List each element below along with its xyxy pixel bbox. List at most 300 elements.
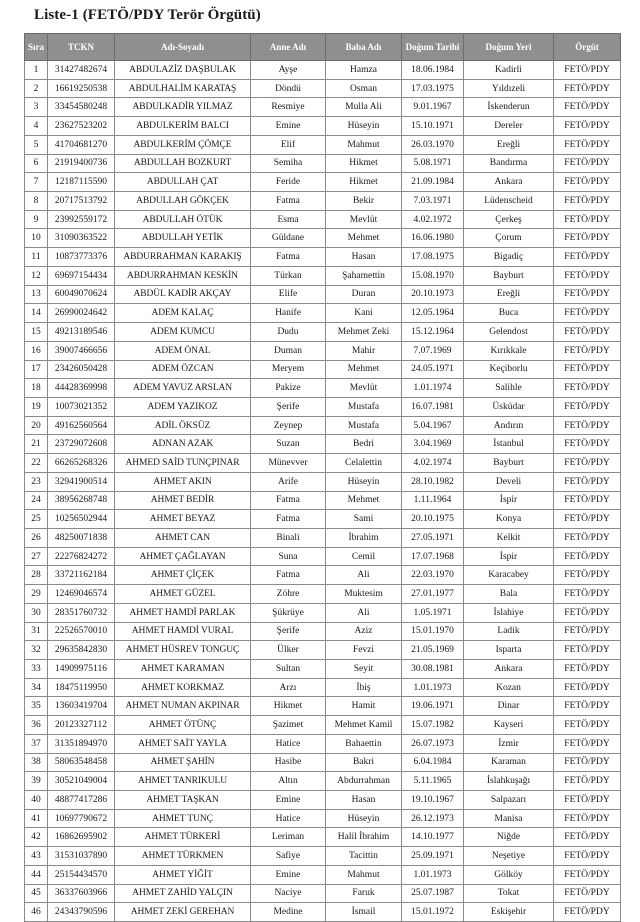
cell-birth-date: 1.01.1973 — [402, 865, 464, 884]
cell-sira: 9 — [25, 210, 48, 229]
header-name: Adı-Soyadı — [115, 34, 251, 61]
cell-tckn: 10873773376 — [48, 248, 115, 267]
cell-sira: 19 — [25, 397, 48, 416]
cell-birth-date: 14.10.1977 — [402, 828, 464, 847]
cell-sira: 32 — [25, 641, 48, 660]
cell-mother-name: Naciye — [251, 884, 326, 903]
cell-organization: FETÖ/PDY — [554, 304, 621, 323]
cell-sira: 15 — [25, 323, 48, 342]
cell-organization: FETÖ/PDY — [554, 192, 621, 211]
cell-tckn: 49213189546 — [48, 323, 115, 342]
table-row — [25, 884, 621, 903]
table-row — [25, 566, 621, 585]
cell-sira: 8 — [25, 192, 48, 211]
cell-birth-place: Ladik — [464, 622, 554, 641]
cell-name: AHMED SAİD TUNÇPINAR — [115, 454, 251, 473]
table-row — [25, 585, 621, 604]
cell-organization: FETÖ/PDY — [554, 828, 621, 847]
cell-father-name: Aziz — [326, 622, 402, 641]
cell-birth-date: 16.06.1980 — [402, 229, 464, 248]
cell-birth-date: 3.04.1969 — [402, 435, 464, 454]
cell-organization: FETÖ/PDY — [554, 266, 621, 285]
cell-birth-date: 15.07.1982 — [402, 716, 464, 735]
cell-organization: FETÖ/PDY — [554, 697, 621, 716]
cell-sira: 33 — [25, 660, 48, 679]
cell-tckn: 31351894970 — [48, 734, 115, 753]
cell-name: ADEM YAVUZ ARSLAN — [115, 379, 251, 398]
cell-mother-name: Duman — [251, 341, 326, 360]
cell-organization: FETÖ/PDY — [554, 379, 621, 398]
cell-tckn: 58063548458 — [48, 753, 115, 772]
cell-father-name: Mulla Ali — [326, 98, 402, 117]
table-row — [25, 791, 621, 810]
cell-father-name: Mehmet — [326, 360, 402, 379]
cell-name: AHMET ÇAĞLAYAN — [115, 547, 251, 566]
cell-birth-date: 12.05.1964 — [402, 304, 464, 323]
table-row — [25, 360, 621, 379]
cell-name: AHMET TAŞKAN — [115, 791, 251, 810]
cell-father-name: Hüseyin — [326, 809, 402, 828]
cell-organization: FETÖ/PDY — [554, 79, 621, 98]
cell-birth-place: Tokat — [464, 884, 554, 903]
cell-organization: FETÖ/PDY — [554, 248, 621, 267]
table-row — [25, 379, 621, 398]
cell-mother-name: Münevver — [251, 454, 326, 473]
cell-tckn: 22276824272 — [48, 547, 115, 566]
cell-mother-name: Emine — [251, 865, 326, 884]
cell-name: ABDULLAH ÇAT — [115, 173, 251, 192]
cell-birth-date: 26.03.1970 — [402, 135, 464, 154]
cell-sira: 20 — [25, 416, 48, 435]
cell-name: ABDURRAHMAN KESKİN — [115, 266, 251, 285]
cell-mother-name: Türkan — [251, 266, 326, 285]
cell-mother-name: Şerife — [251, 622, 326, 641]
cell-father-name: Hasan — [326, 791, 402, 810]
cell-birth-place: Karacabey — [464, 566, 554, 585]
table-row — [25, 98, 621, 117]
cell-tckn: 21919400736 — [48, 154, 115, 173]
table-row — [25, 734, 621, 753]
table-row — [25, 847, 621, 866]
cell-name: AHMET ÇİÇEK — [115, 566, 251, 585]
cell-mother-name: Ayşe — [251, 61, 326, 80]
cell-name: ABDÜL KADİR AKÇAY — [115, 285, 251, 304]
cell-organization: FETÖ/PDY — [554, 416, 621, 435]
cell-sira: 4 — [25, 117, 48, 136]
cell-mother-name: Fatma — [251, 192, 326, 211]
cell-father-name: Mustafa — [326, 416, 402, 435]
cell-tckn: 12469046574 — [48, 585, 115, 604]
cell-father-name: Duran — [326, 285, 402, 304]
cell-birth-place: Neşetiye — [464, 847, 554, 866]
cell-organization: FETÖ/PDY — [554, 491, 621, 510]
cell-name: AHMET TÜRKMEN — [115, 847, 251, 866]
cell-organization: FETÖ/PDY — [554, 716, 621, 735]
cell-birth-date: 27.01.1977 — [402, 585, 464, 604]
cell-birth-place: Kozan — [464, 678, 554, 697]
cell-birth-date: 18.06.1984 — [402, 61, 464, 80]
cell-name: AHMET BEDİR — [115, 491, 251, 510]
cell-father-name: İbiş — [326, 678, 402, 697]
cell-organization: FETÖ/PDY — [554, 472, 621, 491]
cell-father-name: Ali — [326, 566, 402, 585]
cell-sira: 40 — [25, 791, 48, 810]
cell-birth-place: İstanbul — [464, 435, 554, 454]
table-row — [25, 622, 621, 641]
cell-name: ABDULKERİM BALCI — [115, 117, 251, 136]
cell-name: AHMET SAİT YAYLA — [115, 734, 251, 753]
cell-birth-date: 25.09.1971 — [402, 847, 464, 866]
cell-organization: FETÖ/PDY — [554, 791, 621, 810]
cell-name: ADEM ÖNAL — [115, 341, 251, 360]
cell-sira: 18 — [25, 379, 48, 398]
cell-mother-name: Emine — [251, 791, 326, 810]
cell-sira: 24 — [25, 491, 48, 510]
cell-tckn: 48877417286 — [48, 791, 115, 810]
cell-tckn: 16862695902 — [48, 828, 115, 847]
cell-father-name: İsmail — [326, 903, 402, 922]
cell-birth-date: 20.10.1973 — [402, 285, 464, 304]
cell-tckn: 38956268748 — [48, 491, 115, 510]
cell-tckn: 31427482674 — [48, 61, 115, 80]
cell-father-name: Şahamettin — [326, 266, 402, 285]
cell-birth-date: 7.03.1971 — [402, 192, 464, 211]
cell-birth-date: 9.01.1967 — [402, 98, 464, 117]
cell-birth-place: Dereler — [464, 117, 554, 136]
header-birth-date: Doğum Tarihi — [402, 34, 464, 61]
cell-birth-date: 26.07.1973 — [402, 734, 464, 753]
cell-name: ABDURRAHMAN KARAKIŞ — [115, 248, 251, 267]
cell-name: ABDULHALİM KARATAŞ — [115, 79, 251, 98]
cell-birth-date: 21.09.1984 — [402, 173, 464, 192]
cell-father-name: Tacittin — [326, 847, 402, 866]
cell-birth-date: 1.01.1974 — [402, 379, 464, 398]
cell-father-name: Halil İbrahim — [326, 828, 402, 847]
cell-birth-place: Bala — [464, 585, 554, 604]
cell-tckn: 23627523202 — [48, 117, 115, 136]
cell-name: AHMET HAMDİ PARLAK — [115, 603, 251, 622]
cell-organization: FETÖ/PDY — [554, 622, 621, 641]
table-row — [25, 117, 621, 136]
cell-tckn: 18475119950 — [48, 678, 115, 697]
cell-sira: 35 — [25, 697, 48, 716]
cell-birth-place: İslahiye — [464, 603, 554, 622]
cell-birth-date: 4.02.1972 — [402, 210, 464, 229]
cell-sira: 34 — [25, 678, 48, 697]
cell-mother-name: Dudu — [251, 323, 326, 342]
cell-tckn: 20123327112 — [48, 716, 115, 735]
cell-birth-place: Ereğli — [464, 285, 554, 304]
cell-tckn: 10697790672 — [48, 809, 115, 828]
cell-name: AHMET KORKMAZ — [115, 678, 251, 697]
cell-birth-date: 4.02.1974 — [402, 454, 464, 473]
cell-tckn: 33454580248 — [48, 98, 115, 117]
cell-organization: FETÖ/PDY — [554, 229, 621, 248]
cell-birth-place: İspir — [464, 491, 554, 510]
table-row — [25, 416, 621, 435]
cell-sira: 46 — [25, 903, 48, 922]
cell-birth-place: Keçiborlu — [464, 360, 554, 379]
cell-name: ABDULLAH YETİK — [115, 229, 251, 248]
cell-father-name: Hasan — [326, 248, 402, 267]
cell-name: ABDULLAH BOZKURT — [115, 154, 251, 173]
cell-birth-place: Ankara — [464, 173, 554, 192]
cell-birth-place: Karaman — [464, 753, 554, 772]
cell-birth-place: Kırıkkale — [464, 341, 554, 360]
cell-sira: 28 — [25, 566, 48, 585]
table-row — [25, 454, 621, 473]
cell-tckn: 23729072608 — [48, 435, 115, 454]
cell-tckn: 24343790596 — [48, 903, 115, 922]
cell-birth-place: Ereğli — [464, 135, 554, 154]
cell-birth-date: 1.01.1973 — [402, 678, 464, 697]
cell-birth-date: 27.05.1971 — [402, 528, 464, 547]
table-row — [25, 660, 621, 679]
cell-mother-name: Leriman — [251, 828, 326, 847]
cell-father-name: Mehmet Zeki — [326, 323, 402, 342]
cell-birth-place: İspir — [464, 547, 554, 566]
cell-birth-place: Andırın — [464, 416, 554, 435]
cell-organization: FETÖ/PDY — [554, 528, 621, 547]
cell-father-name: Mehmet — [326, 229, 402, 248]
cell-name: AHMET TÜRKERİ — [115, 828, 251, 847]
cell-name: ABDULLAH ÖTÜK — [115, 210, 251, 229]
cell-sira: 45 — [25, 884, 48, 903]
cell-birth-date: 26.12.1973 — [402, 809, 464, 828]
table-row — [25, 697, 621, 716]
cell-name: AHMET KARAMAN — [115, 660, 251, 679]
table-row — [25, 547, 621, 566]
cell-birth-date: 6.04.1984 — [402, 753, 464, 772]
cell-birth-place: İslahkuşağı — [464, 772, 554, 791]
table-row — [25, 397, 621, 416]
cell-mother-name: Güldane — [251, 229, 326, 248]
cell-father-name: Mevlüt — [326, 210, 402, 229]
cell-organization: FETÖ/PDY — [554, 154, 621, 173]
cell-sira: 30 — [25, 603, 48, 622]
header-sira: Sıra — [25, 34, 48, 61]
cell-organization: FETÖ/PDY — [554, 454, 621, 473]
cell-birth-place: Çerkeş — [464, 210, 554, 229]
cell-organization: FETÖ/PDY — [554, 809, 621, 828]
table-row — [25, 809, 621, 828]
table-row — [25, 323, 621, 342]
table-row — [25, 641, 621, 660]
cell-father-name: Mustafa — [326, 397, 402, 416]
cell-tckn: 31090363522 — [48, 229, 115, 248]
cell-sira: 25 — [25, 510, 48, 529]
cell-birth-place: Salihle — [464, 379, 554, 398]
cell-mother-name: Zöhre — [251, 585, 326, 604]
cell-father-name: Mahmut — [326, 865, 402, 884]
cell-birth-date: 1.05.1971 — [402, 603, 464, 622]
cell-tckn: 10256502944 — [48, 510, 115, 529]
cell-mother-name: Feride — [251, 173, 326, 192]
cell-organization: FETÖ/PDY — [554, 734, 621, 753]
cell-mother-name: Hatice — [251, 734, 326, 753]
cell-birth-date: 24.05.1971 — [402, 360, 464, 379]
cell-birth-date: 20.10.1975 — [402, 510, 464, 529]
cell-birth-place: Gelendost — [464, 323, 554, 342]
cell-name: AHMET ÖTÜNÇ — [115, 716, 251, 735]
cell-mother-name: Zeynep — [251, 416, 326, 435]
table-row — [25, 603, 621, 622]
cell-name: AHMET TANRIKULU — [115, 772, 251, 791]
cell-name: AHMET HAMDİ VURAL — [115, 622, 251, 641]
cell-mother-name: Hikmet — [251, 697, 326, 716]
cell-organization: FETÖ/PDY — [554, 135, 621, 154]
cell-name: ADEM KUMCU — [115, 323, 251, 342]
cell-name: AHMET YİĞİT — [115, 865, 251, 884]
cell-tckn: 26990024642 — [48, 304, 115, 323]
cell-sira: 22 — [25, 454, 48, 473]
cell-organization: FETÖ/PDY — [554, 360, 621, 379]
cell-sira: 17 — [25, 360, 48, 379]
cell-sira: 31 — [25, 622, 48, 641]
cell-father-name: Mahir — [326, 341, 402, 360]
cell-birth-place: Gölköy — [464, 865, 554, 884]
cell-tckn: 10073021352 — [48, 397, 115, 416]
cell-birth-date: 15.01.1970 — [402, 622, 464, 641]
table-row — [25, 285, 621, 304]
cell-birth-date: 22.03.1970 — [402, 566, 464, 585]
cell-tckn: 39007466656 — [48, 341, 115, 360]
cell-mother-name: Arzı — [251, 678, 326, 697]
cell-name: AHMET CAN — [115, 528, 251, 547]
cell-name: ADNAN AZAK — [115, 435, 251, 454]
cell-tckn: 29635842830 — [48, 641, 115, 660]
cell-birth-place: Kayseri — [464, 716, 554, 735]
cell-birth-place: Manisa — [464, 809, 554, 828]
cell-sira: 39 — [25, 772, 48, 791]
cell-tckn: 23426050428 — [48, 360, 115, 379]
cell-mother-name: Medine — [251, 903, 326, 922]
cell-father-name: Fevzi — [326, 641, 402, 660]
cell-organization: FETÖ/PDY — [554, 173, 621, 192]
table-row — [25, 248, 621, 267]
cell-mother-name: Resmiye — [251, 98, 326, 117]
table-row — [25, 154, 621, 173]
table-row — [25, 510, 621, 529]
cell-name: AHMET TUNÇ — [115, 809, 251, 828]
cell-sira: 44 — [25, 865, 48, 884]
cell-sira: 21 — [25, 435, 48, 454]
cell-birth-date: 21.05.1969 — [402, 641, 464, 660]
table-row — [25, 528, 621, 547]
cell-name: AHMET HÜSREV TONGUÇ — [115, 641, 251, 660]
cell-father-name: Hikmet — [326, 173, 402, 192]
cell-name: AHMET AKIN — [115, 472, 251, 491]
cell-birth-place: Isparta — [464, 641, 554, 660]
header-mother-name: Anne Adı — [251, 34, 326, 61]
cell-name: AHMET GÜZEL — [115, 585, 251, 604]
cell-father-name: Sami — [326, 510, 402, 529]
cell-tckn: 32941900514 — [48, 472, 115, 491]
cell-name: AHMET ŞAHİN — [115, 753, 251, 772]
table-row — [25, 192, 621, 211]
cell-mother-name: Fatma — [251, 491, 326, 510]
cell-organization: FETÖ/PDY — [554, 98, 621, 117]
cell-sira: 14 — [25, 304, 48, 323]
cell-name: ABDULKERİM ÇÖMÇE — [115, 135, 251, 154]
cell-father-name: Mehmet — [326, 491, 402, 510]
cell-name: ADEM YAZIKOZ — [115, 397, 251, 416]
cell-birth-place: Konya — [464, 510, 554, 529]
cell-mother-name: Fatma — [251, 510, 326, 529]
cell-birth-place: İskenderun — [464, 98, 554, 117]
cell-mother-name: Meryem — [251, 360, 326, 379]
header-organization: Örgüt — [554, 34, 621, 61]
cell-organization: FETÖ/PDY — [554, 753, 621, 772]
cell-birth-date: 25.07.1987 — [402, 884, 464, 903]
cell-sira: 2 — [25, 79, 48, 98]
cell-birth-place: Eskişehir — [464, 903, 554, 922]
cell-sira: 11 — [25, 248, 48, 267]
table-row — [25, 304, 621, 323]
cell-tckn: 49162560564 — [48, 416, 115, 435]
cell-birth-place: Bigadiç — [464, 248, 554, 267]
cell-mother-name: Safiye — [251, 847, 326, 866]
cell-sira: 43 — [25, 847, 48, 866]
cell-birth-date: 1.11.1964 — [402, 491, 464, 510]
cell-tckn: 66265268326 — [48, 454, 115, 473]
cell-organization: FETÖ/PDY — [554, 61, 621, 80]
header-birth-place: Doğum Yeri — [464, 34, 554, 61]
cell-organization: FETÖ/PDY — [554, 397, 621, 416]
cell-birth-place: Yıldızeli — [464, 79, 554, 98]
cell-sira: 10 — [25, 229, 48, 248]
cell-sira: 26 — [25, 528, 48, 547]
cell-organization: FETÖ/PDY — [554, 660, 621, 679]
cell-sira: 42 — [25, 828, 48, 847]
cell-tckn: 60049070624 — [48, 285, 115, 304]
cell-father-name: Ali — [326, 603, 402, 622]
cell-father-name: Abdurrahman — [326, 772, 402, 791]
cell-father-name: İbrahim — [326, 528, 402, 547]
cell-mother-name: Şazimet — [251, 716, 326, 735]
cell-mother-name: Hanife — [251, 304, 326, 323]
cell-birth-place: Kadirli — [464, 61, 554, 80]
cell-organization: FETÖ/PDY — [554, 903, 621, 922]
cell-mother-name: Esma — [251, 210, 326, 229]
cell-mother-name: Elife — [251, 285, 326, 304]
cell-birth-place: İzmir — [464, 734, 554, 753]
cell-father-name: Muktesim — [326, 585, 402, 604]
cell-sira: 6 — [25, 154, 48, 173]
cell-mother-name: Suna — [251, 547, 326, 566]
cell-mother-name: Döndü — [251, 79, 326, 98]
cell-birth-place: Üsküdar — [464, 397, 554, 416]
cell-tckn: 44428369998 — [48, 379, 115, 398]
table-row — [25, 435, 621, 454]
cell-organization: FETÖ/PDY — [554, 323, 621, 342]
cell-birth-date: 15.12.1964 — [402, 323, 464, 342]
cell-father-name: Celalettin — [326, 454, 402, 473]
cell-organization: FETÖ/PDY — [554, 641, 621, 660]
suspect-list-table — [24, 33, 621, 922]
header-row — [25, 34, 621, 61]
cell-birth-date: 19.06.1971 — [402, 697, 464, 716]
table-row — [25, 491, 621, 510]
cell-tckn: 30521049004 — [48, 772, 115, 791]
cell-birth-place: Bandırma — [464, 154, 554, 173]
cell-father-name: Bedri — [326, 435, 402, 454]
cell-mother-name: Semiha — [251, 154, 326, 173]
cell-tckn: 36337603966 — [48, 884, 115, 903]
cell-mother-name: Altın — [251, 772, 326, 791]
cell-tckn: 69697154434 — [48, 266, 115, 285]
cell-tckn: 20717513792 — [48, 192, 115, 211]
